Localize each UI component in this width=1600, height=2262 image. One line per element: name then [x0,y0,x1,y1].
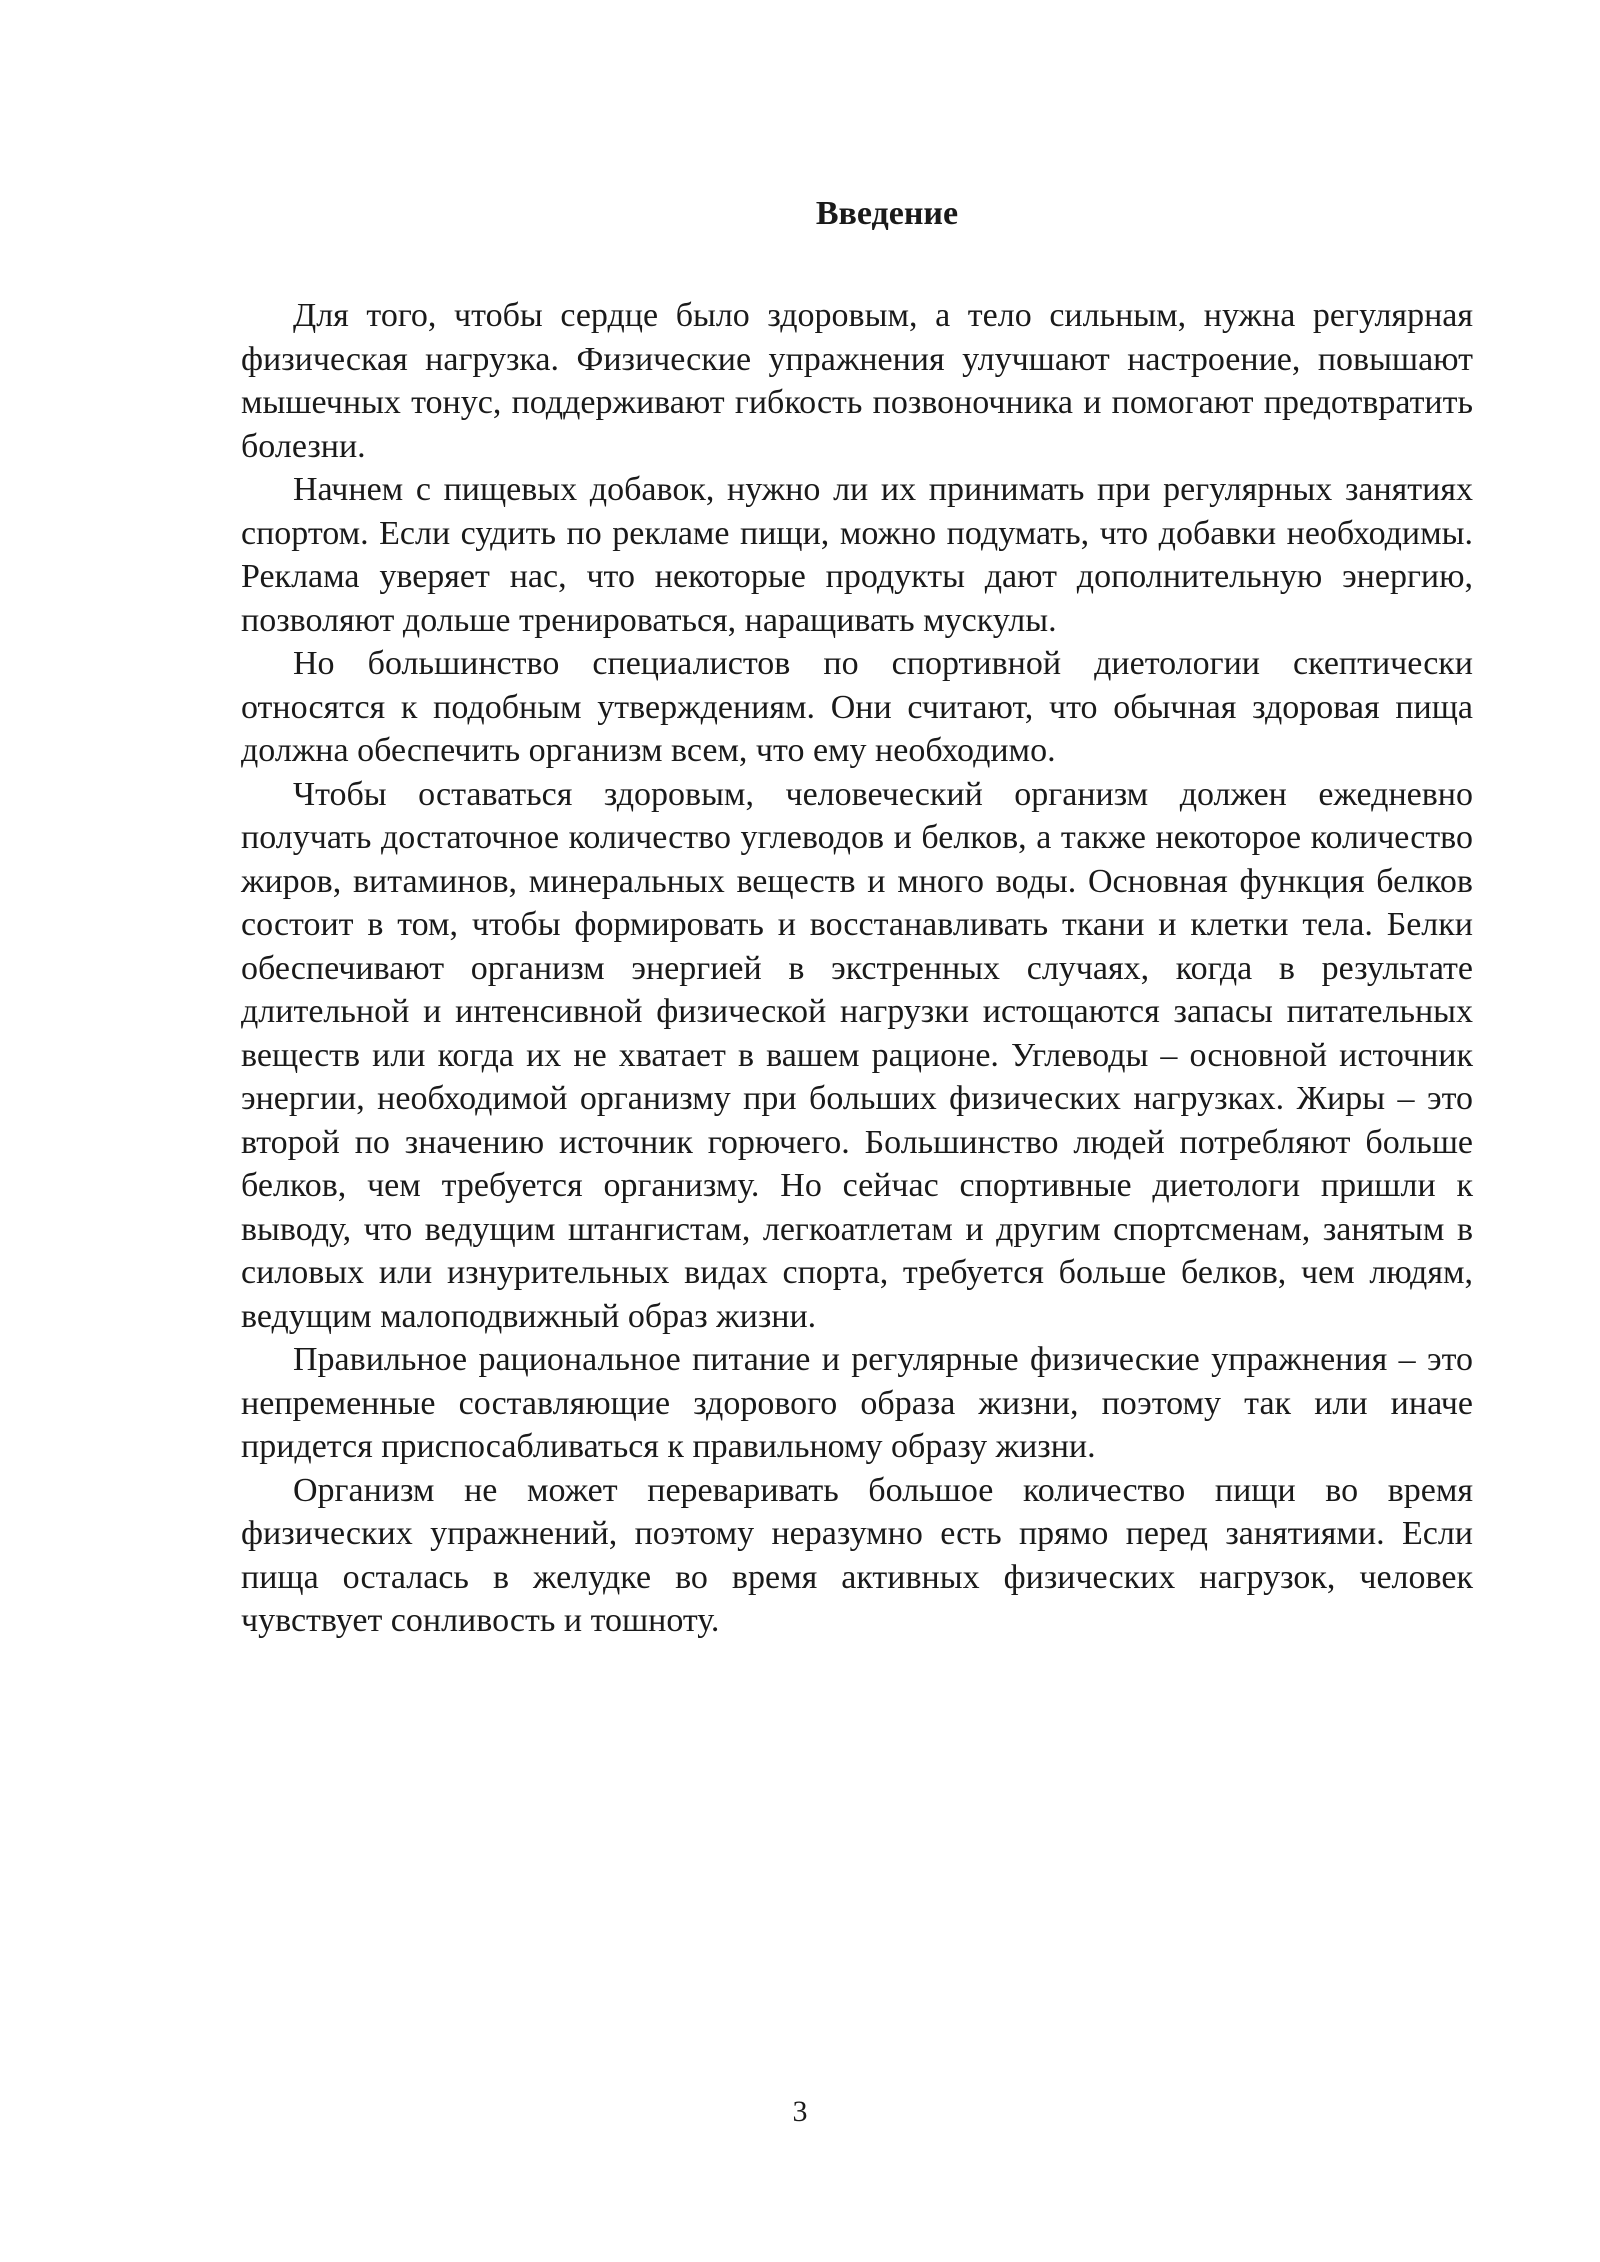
page-title: Введение [815,195,959,232]
paragraph-3: Но большинство специалистов по спортивной диетологии скептически относятся к подобным утверждениям. Они считают, что обычная здоровая пища должна обеспечить организм всем, что ему необходимо. [241,645,1473,769]
page-number: 3 [792,2095,808,2128]
paragraph-4: Чтобы оставаться здоровым, человеческий организм должен ежедневно получать достаточное количество углеводов и белков, а также некоторое количество жиров, витаминов, минеральных веществ и много воды. Основная функция белков состоит в том, чтобы формировать и восстанавливать ткани и клетки тела. Белки обеспечивают организм энергией в экстренных случаях, когда в результате длительной и интенсивной физической нагрузки истощаются запасы питательных веществ или когда их не хватает в вашем рационе. Углеводы – основной источник энергии, необходимой организму при больших физических нагрузках. Жиры – это второй по значению источник горючего. Большинство людей потребляют больше белков, чем требуется организму. Но сейчас спортивные диетологи пришли к выводу, что ведущим штангистам, легкоатлетам и другим спортсменам, занятым в силовых или изнурительных видах спорта, требуется больше белков, чем людям, ведущим малоподвижный образ жизни. [241,775,1473,1335]
paragraph-6: Организм не может переваривать большое количество пищи во время физических упражнений, поэтому неразумно есть прямо перед занятиями. Если пища осталась в желудке во время активных физических нагрузок, человек чувствует сонливость и тошноту. [241,1471,1473,1639]
body-text [241,294,1473,1643]
paragraph-1: Для того, чтобы сердце было здоровым, а тело сильным, нужна регулярная физическая нагрузка. Физические упражнения улучшают настроение, повышают мышечных тонус, поддерживают гибкость позвоночника и помогают предотвратить болезни. [241,297,1473,465]
paragraph-2: Начнем с пищевых добавок, нужно ли их принимать при регулярных занятиях спортом. Если судить по рекламе пищи, можно подумать, что добавки необходимы. Реклама уверяет нас, что некоторые продукты дают дополнительную энергию, позволяют дольше тренироваться, наращивать мускулы. [241,471,1473,639]
paragraph-5: Правильное рациональное питание и регулярные физические упражнения – это непременные составляющие здорового образа жизни, поэтому так или иначе придется приспосабливаться к правильному образу жизни. [241,1341,1473,1465]
